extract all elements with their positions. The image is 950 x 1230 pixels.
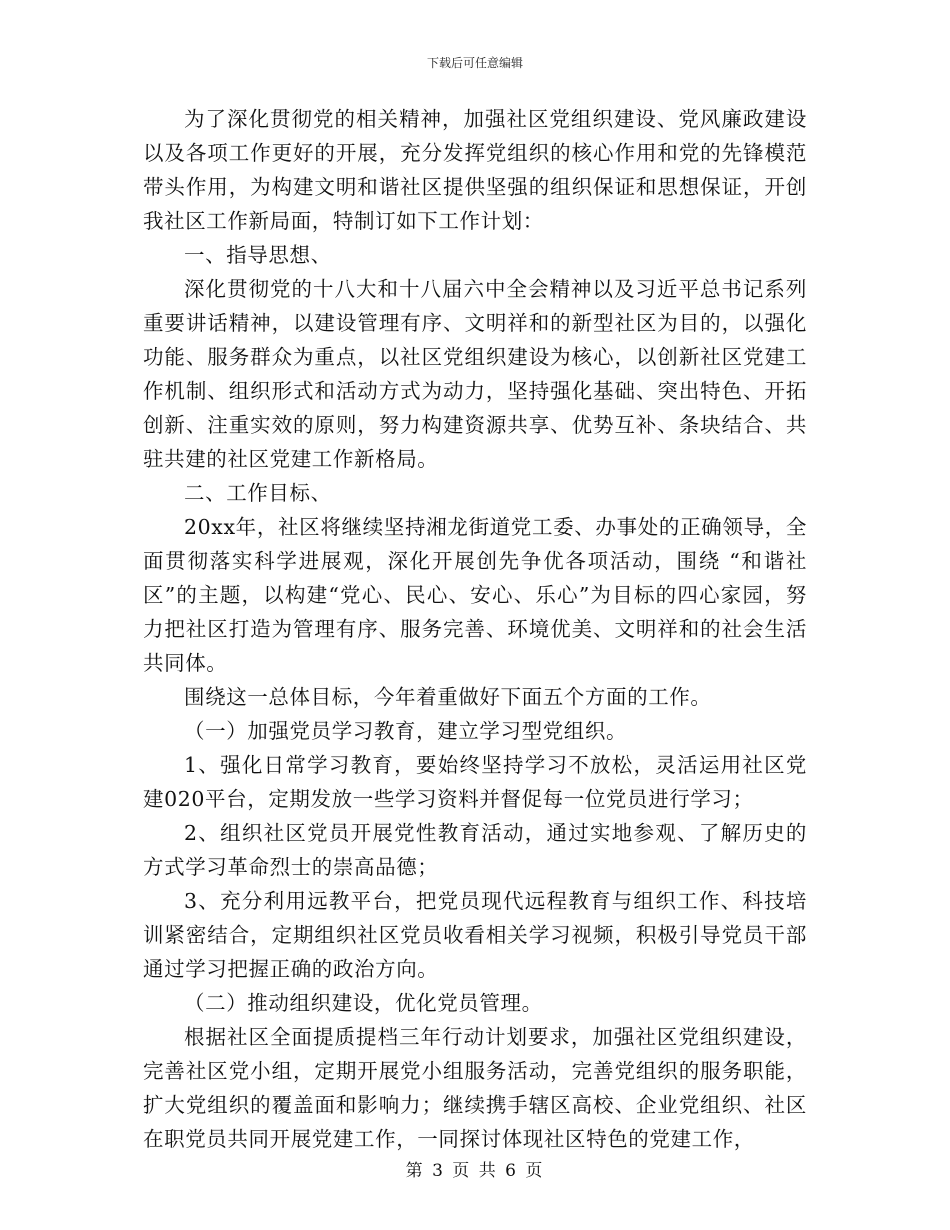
section-heading-guiding-ideology: 一、指导思想、 bbox=[184, 243, 332, 267]
organization-building-paragraph: 根据社区全面提质提档三年行动计划要求，加强社区党组织建设，完善社区党小组，定期开展党小组服务活动，完善党组织的服务职能，扩大党组织的覆盖面和影响力；继续携手辖区高校、企业党组织、社区在职党员共同开展党建工作，一同探讨体现社区特色的党建工作， bbox=[143, 1025, 807, 1151]
list-item-2: 2、组织社区党员开展党性教育活动，通过实地参观、了解历史的方式学习革命烈士的崇高品德； bbox=[143, 821, 807, 879]
five-aspects-paragraph: 围绕这一总体目标，今年着重做好下面五个方面的工作。 bbox=[184, 685, 712, 709]
list-item-1: 1、强化日常学习教育，要始终坚持学习不放松，灵活运用社区党建020平台，定期发放一些学习资料并督促每一位党员进行学习； bbox=[143, 753, 807, 811]
page-header: 下载后可任意编辑 bbox=[426, 56, 523, 70]
page-footer: 第 3 页 共 6 页 bbox=[405, 1161, 545, 1181]
document-body bbox=[143, 102, 807, 1156]
work-goals-paragraph: 20xx年，社区将继续坚持湘龙街道党工委、办事处的正确领导，全面贯彻落实科学进展观，深化开展创先争优各项活动，围绕 “和谐社区”的主题，以构建“党心、民心、安心、乐心”为目标的四心家园，努力把社区打造为管理有序、服务完善、环境优美、文明祥和的社会生活共同体。 bbox=[143, 515, 807, 675]
guiding-ideology-paragraph: 深化贯彻党的十八大和十八届六中全会精神以及习近平总书记系列重要讲话精神，以建设管理有序、文明祥和的新型社区为目的，以强化功能、服务群众为重点，以社区党组织建设为核心，以创新社区党建工作机制、组织形式和活动方式为动力，坚持强化基础、突出特色、开拓创新、注重实效的原则，努力构建资源共享、优势互补、条块结合、共驻共建的社区党建工作新格局。 bbox=[143, 277, 807, 471]
intro-paragraph: 为了深化贯彻党的相关精神，加强社区党组织建设、党风廉政建设以及各项工作更好的开展，充分发挥党组织的核心作用和党的先锋模范带头作用，为构建文明和谐社区提供坚强的组织保证和思想保证，开创我社区工作新局面，特制订如下工作计划： bbox=[143, 107, 807, 233]
section-heading-work-goals: 二、工作目标、 bbox=[184, 481, 332, 505]
subsection-heading-1: （一）加强党员学习教育，建立学习型党组织。 bbox=[184, 719, 628, 743]
list-item-3: 3、充分利用远教平台，把党员现代远程教育与组织工作、科技培训紧密结合，定期组织社区党员收看相关学习视频，积极引导党员干部通过学习把握正确的政治方向。 bbox=[143, 889, 807, 981]
subsection-heading-2: （二）推动组织建设，优化党员管理。 bbox=[184, 991, 543, 1015]
